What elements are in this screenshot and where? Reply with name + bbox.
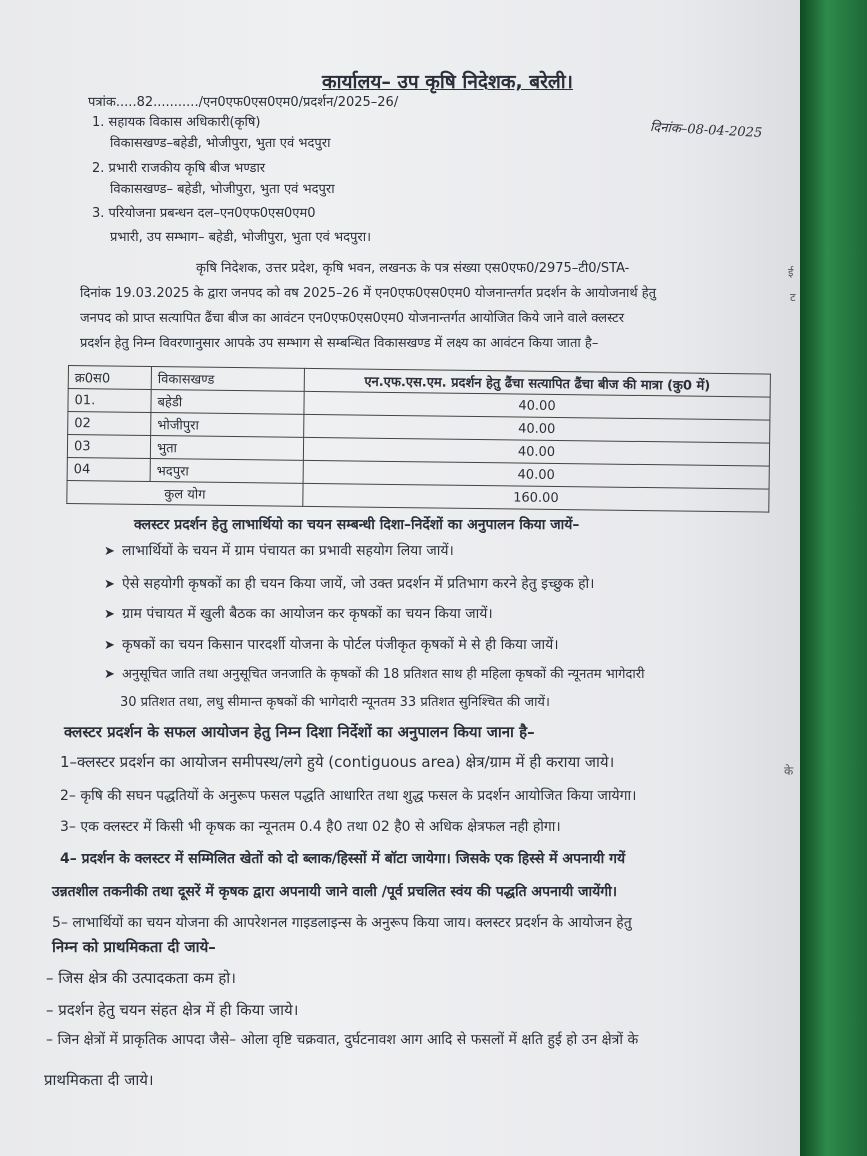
total-label: कुल योग bbox=[67, 480, 303, 506]
office-title: कार्यालय– उप कृषि निदेशक, बरेली। bbox=[322, 71, 573, 93]
recipient-2-blocks: विकासखण्ड– बहेडी, भोजीपुरा, भुता एवं भदपुरा bbox=[110, 182, 335, 197]
guideline-point-3: 3– एक क्लस्टर में किसी भी कृषक का न्यूनतम 0.4 है0 तथा 02 है0 से अधिक क्षेत्रफल नही होगा। bbox=[60, 819, 561, 835]
success-guidelines-heading: क्लस्टर प्रदर्शन के सफल आयोजन हेतु निम्न दिशा निर्देशों का अनुपालन किया जाना है– bbox=[64, 723, 535, 741]
intro-line-2: दिनांक 19.03.2025 के द्वारा जनपद को वष 2025–26 में एन0एफ0एस0एम0 योजनान्तर्गत प्रदर्शन के आयोजनार्थ हेतु bbox=[80, 286, 657, 301]
cell-serial: 01. bbox=[68, 389, 151, 413]
cell-block: बहेडी bbox=[151, 390, 304, 415]
recipient-3-title: 3. परियोजना प्रबन्धन दल–एन0एफ0एस0एम0 bbox=[92, 206, 316, 221]
header-quantity: एन.एफ.एस.एम. प्रदर्शन हेतु ढैंचा सत्यापित ढैंचा बीज की मात्रा (कु0 में) bbox=[304, 368, 770, 397]
cluster-selection-heading: क्लस्टर प्रदर्शन हेतु लाभार्थियो का चयन सम्बन्धी दिशा–निर्देशों का अनुपालन किया जायें– bbox=[134, 517, 580, 533]
recipient-1-title: 1. सहायक विकास अधिकारी(कृषि) bbox=[92, 115, 261, 130]
priority-heading: निम्न को प्राथमिकता दी जाये– bbox=[52, 938, 216, 956]
guideline-bullet-continued: 30 प्रतिशत तथा, लधु सीमान्त कृषकों की भागेदारी न्यूनतम 33 प्रतिशत सुनिश्चित की जायें। bbox=[120, 695, 550, 710]
recipient-1-blocks: विकासखण्ड–बहेडी, भोजीपुरा, भुता एवं भदपुरा bbox=[110, 136, 331, 151]
guideline-bullet: ➤ कृषकों का चयन किसान पारदर्शी योजना के पोर्टल पंजीकृत कृषकों मे से ही किया जायें। bbox=[104, 637, 559, 653]
priority-item-1: – जिस क्षेत्र की उत्पादकता कम हो। bbox=[46, 969, 236, 987]
recipient-2-title: 2. प्रभारी राजकीय कृषि बीज भण्डार bbox=[92, 161, 266, 176]
intro-line-1: कृषि निदेशक, उत्तर प्रदेश, कृषि भवन, लखनऊ के पत्र संख्या एस0एफ0/2975–टी0/STA- bbox=[196, 261, 630, 276]
margin-mark: ई bbox=[788, 266, 794, 279]
cell-quantity: 40.00 bbox=[303, 437, 769, 466]
cell-quantity: 40.00 bbox=[304, 414, 770, 443]
guideline-bullet: ➤ अनुसूचित जाति तथा अनुसूचित जनजाति के कृषकों की 18 प्रतिशत साथ ही महिला कृषकों की न्यूनतम भागेदारी bbox=[104, 667, 645, 682]
intro-line-3: जनपद को प्राप्त सत्यापित ढैंचा बीज का आवंटन एन0एफ0एस0एम0 योजनान्तर्गत आयोजित किये जाने वाले क्लस्टर bbox=[80, 311, 625, 326]
header-serial: क्र0स0 bbox=[68, 366, 151, 390]
arrow-bullet-icon: ➤ bbox=[104, 667, 115, 682]
cell-block: भोजीपुरा bbox=[151, 413, 304, 438]
guideline-bullet: ➤ ग्राम पंचायत में खुली बैठक का आयोजन कर कृषकों का चयन किया जायें। bbox=[104, 606, 493, 622]
guideline-point-4-cont: उन्नतशील तकनीकी तथा दूसरें में कृषक द्वारा अपनायी जाने वाली /पूर्व प्रचलित स्वंय की पद्धति अपनायी जायेंगी। bbox=[52, 884, 618, 900]
cell-quantity: 40.00 bbox=[303, 460, 769, 489]
recipient-3-blocks: प्रभारी, उप सम्भाग– बहेडी, भोजीपुरा, भुता एवं भदपुरा। bbox=[110, 230, 372, 245]
cell-block: भुता bbox=[150, 436, 303, 461]
guideline-point-5: 5– लाभार्थियों का चयन योजना की आपरेशनल गाइडलाइन्स के अनुरूप किया जाय। क्लस्टर प्रदर्शन के आयोजन हेतु bbox=[52, 915, 632, 931]
total-value: 160.00 bbox=[303, 483, 769, 512]
margin-mark: ट bbox=[790, 291, 796, 304]
letter-date: दिनांक–08-04-2025 bbox=[649, 120, 763, 141]
cell-serial: 02 bbox=[68, 412, 151, 436]
intro-line-4: प्रदर्शन हेतु निम्न विवरणानुसार आपके उप सम्भाग से सम्बन्धित विकासखण्ड में लक्ष्य का आवंटन किया जाता है– bbox=[80, 336, 599, 351]
folder-edge bbox=[800, 0, 867, 1156]
arrow-bullet-icon: ➤ bbox=[104, 544, 115, 559]
priority-item-3-cont: प्राथमिकता दी जाये। bbox=[44, 1071, 154, 1089]
guideline-point-1: 1–क्लस्टर प्रदर्शन का आयोजन समीपस्थ/लगे हुये (contiguous area) क्षेत्र/ग्राम में ही कराया जाये। bbox=[60, 753, 615, 771]
header-block: विकासखण्ड bbox=[151, 367, 304, 392]
guideline-bullet: ➤ लाभार्थियों के चयन में ग्राम पंचायत का प्रभावी सहयोग लिया जायें। bbox=[104, 543, 454, 559]
guideline-point-4: 4– प्रदर्शन के क्लस्टर में सम्मिलित खेतों को दो ब्लाक/हिस्सों में बॉटा जायेगा। जिसके एक हिस्से में अपनायी गयें bbox=[60, 851, 626, 867]
cell-serial: 04 bbox=[67, 457, 150, 481]
guideline-point-2: 2– कृषि की सघन पद्धतियों के अनुरूप फसल पद्धति आधारित तथा शुद्ध फसल के प्रदर्शन आयोजित किया जायेगा। bbox=[60, 788, 637, 804]
cell-quantity: 40.00 bbox=[304, 391, 770, 420]
cell-serial: 03 bbox=[67, 435, 150, 459]
cell-block: भदपुरा bbox=[150, 459, 303, 484]
guideline-bullet: ➤ ऐसे सहयोगी कृषकों का ही चयन किया जायें, जो उक्त प्रदर्शन में प्रतिभाग करने हेतु इच्छुक हो। bbox=[104, 576, 595, 592]
margin-mark: के bbox=[784, 764, 794, 778]
priority-item-3: – जिन क्षेत्रों में प्राकृतिक आपदा जैसे– ओला वृष्टि चक्रवात, दुर्घटनावश आग आदि से फसलों में क्षति हुई हो उन क्षेत्रों के bbox=[46, 1032, 639, 1048]
arrow-bullet-icon: ➤ bbox=[104, 638, 115, 653]
arrow-bullet-icon: ➤ bbox=[104, 607, 115, 622]
arrow-bullet-icon: ➤ bbox=[104, 577, 115, 592]
reference-number: पत्रांक.....82.........../एन0एफ0एस0एम0/प्रदर्शन/2025–26/ bbox=[88, 95, 399, 110]
priority-item-2: – प्रदर्शन हेतु चयन संहत क्षेत्र में ही किया जाये। bbox=[46, 1001, 299, 1019]
allocation-table bbox=[66, 365, 771, 513]
